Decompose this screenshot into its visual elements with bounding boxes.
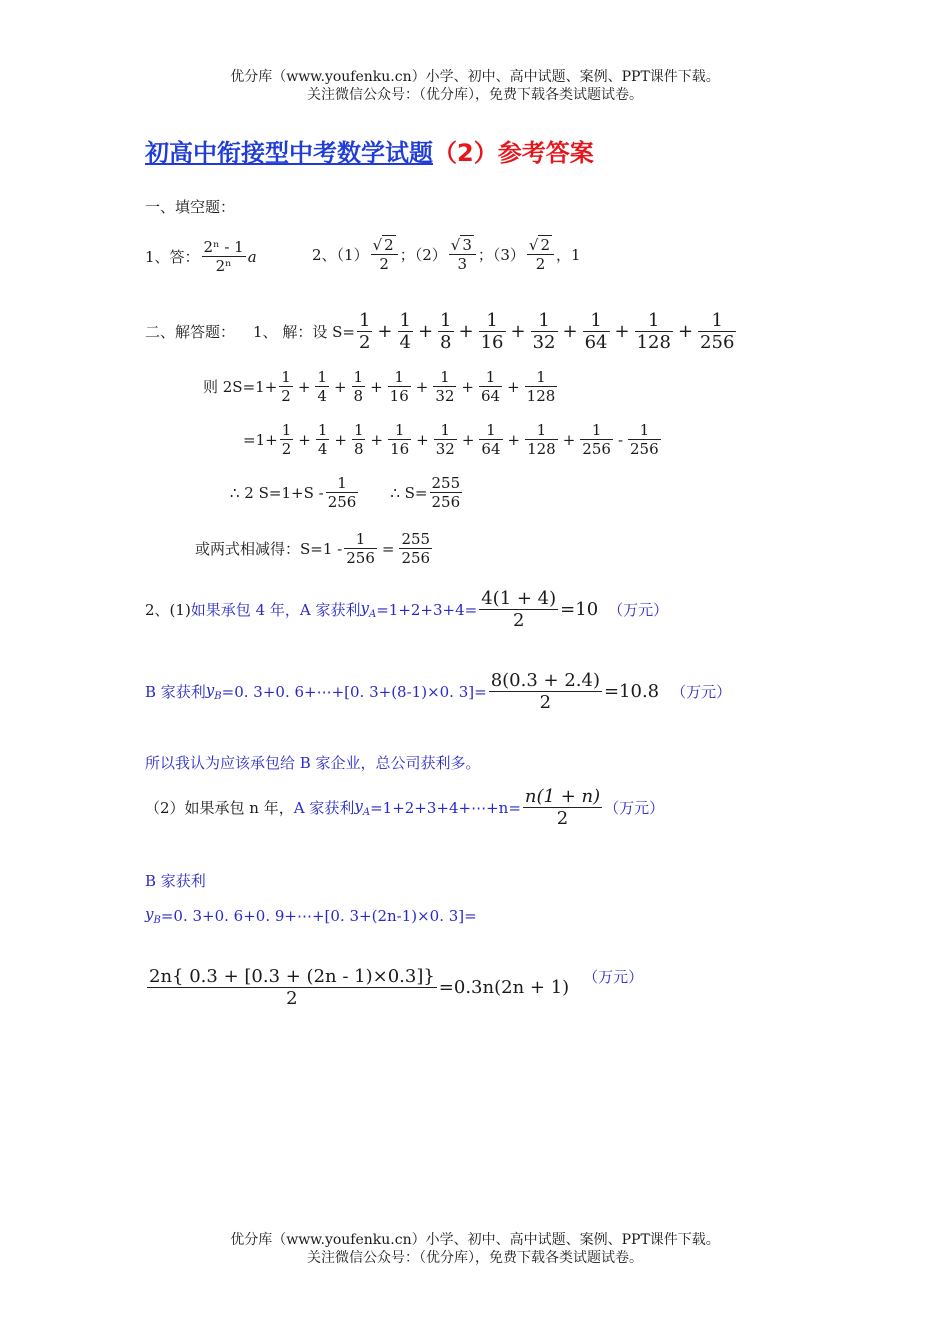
expanded-term-fraction <box>580 421 613 458</box>
twoS-term-fraction <box>525 368 558 405</box>
q2-sep-3: ；（3） <box>477 246 525 264</box>
line-expanded <box>243 421 663 458</box>
q2-fraction-1: $\frac{√ 2}{2}$ <box>371 236 398 273</box>
b2-frac: $\frac{2n\{ 0.3 + [0.3 + (2n - 1)\times 0.3]\}}{2}$ <box>149 966 435 1009</box>
S-term-fraction <box>531 310 558 353</box>
q2-fraction-2: $\frac{√ 3}{3}$ <box>449 236 476 273</box>
denominator: 128 <box>636 332 671 353</box>
S-term-fraction <box>438 310 453 353</box>
twoS-term-fraction <box>279 368 293 405</box>
unit-B: （万元） <box>671 683 732 701</box>
p2-sum-A: =1+2+3+4= <box>376 600 478 619</box>
plus-sign: + <box>562 321 578 342</box>
denominator: 8 <box>353 387 364 405</box>
yB-symbol: $y_B$ <box>205 681 222 702</box>
numerator: 1 <box>394 421 405 439</box>
plus-sign: + <box>507 377 520 396</box>
q2-den-3: 2 <box>527 254 554 273</box>
sum-2S-terms <box>277 368 559 405</box>
numerator: 1 <box>440 368 450 386</box>
numerator: 1 <box>486 421 496 439</box>
title-suffix: （2）参考答案 <box>433 139 594 167</box>
denominator: 4 <box>317 387 327 405</box>
expanded-term-fraction <box>280 421 294 458</box>
S-term-fraction <box>398 310 413 353</box>
twoS-term-fraction <box>433 368 456 405</box>
expanded-term-fraction <box>434 421 457 458</box>
denominator: 32 <box>435 440 455 458</box>
denominator: 128 <box>526 387 556 405</box>
plus-sign: + <box>677 321 694 342</box>
therefore-fraction-1: $\frac{1}{256}$ <box>327 474 357 511</box>
numerator: 1 <box>394 368 404 386</box>
twoS-term-fraction <box>388 368 411 405</box>
denominator: 16 <box>480 332 504 353</box>
page-header <box>0 68 950 104</box>
numerator: 1 <box>590 310 602 331</box>
numerator: 1 <box>711 310 723 331</box>
S-term-fraction <box>698 310 736 353</box>
numerator: 1 <box>317 368 327 386</box>
expanded-term-fraction <box>479 421 502 458</box>
numerator: 1 <box>440 421 451 439</box>
numerator: 1 <box>399 310 411 331</box>
p2-part2-sum: =1+2+3+4+⋯+n= <box>370 798 521 817</box>
numerator: 1 <box>485 368 496 386</box>
S-term-fraction <box>583 310 610 353</box>
p2-frac-A: $\frac{4(1 + 4)}{2}$ <box>481 588 557 631</box>
p2-part1-B <box>145 670 731 713</box>
minus-fraction: $\frac{1}{256}$ <box>630 421 659 458</box>
twoS-term-fraction <box>352 368 366 405</box>
header-line-1: 优分库（www.youfenku.cn）小学、初中、高中试题、案例、PPT课件下载。 <box>230 69 720 85</box>
therefore-line <box>230 474 464 511</box>
line-2S <box>203 368 559 405</box>
section2-line-S <box>145 310 738 353</box>
yA-symbol-2: $y_A$ <box>354 797 371 818</box>
p2-result-A: =10 <box>560 599 599 620</box>
b2-heading: B 家获利 <box>145 872 206 890</box>
q2-den-1: 2 <box>371 254 398 273</box>
denominator: 8 <box>353 440 364 458</box>
section1-heading: 一、填空题： <box>145 198 236 216</box>
page-footer <box>0 1231 950 1267</box>
header-line-2: 关注微信公众号：（优分库），免费下载各类试题试卷。 <box>307 87 643 103</box>
line-2S-label: 则 2S=1+ <box>203 378 278 396</box>
q1-variable: a <box>247 247 257 266</box>
plus-sign: + <box>416 430 429 449</box>
page-title <box>145 133 594 168</box>
subtract-fraction-1: $\frac{1}{256}$ <box>346 530 375 567</box>
denominator: 16 <box>390 440 410 458</box>
numerator: 1 <box>317 421 328 439</box>
plus-sign: + <box>510 321 526 342</box>
q1-label: 1、答： <box>145 248 200 266</box>
denominator: 64 <box>481 387 501 405</box>
yA-symbol: $y_A$ <box>360 599 377 620</box>
b2-sum-line <box>145 905 477 926</box>
unit-B2: （万元） <box>583 968 644 986</box>
p2-sum-B: =0. 3+0. 6+⋯+[0. 3+(8-1)×0. 3]= <box>221 682 487 701</box>
denominator: 64 <box>481 440 501 458</box>
q2-radicand-2: 3 <box>462 236 472 254</box>
b2-result: =0.3n(2n + 1) <box>438 977 570 998</box>
denominator: 256 <box>582 440 611 458</box>
unit-A2: （万元） <box>604 799 665 817</box>
footer-line-1: 优分库（www.youfenku.cn）小学、初中、高中试题、案例、PPT课件下载。 <box>230 1232 720 1248</box>
b2-result-line <box>145 966 643 1009</box>
q2-sep-2: ；（2） <box>399 246 447 264</box>
section1-q2 <box>312 236 581 273</box>
plus-sign: + <box>507 430 521 449</box>
title-main: 初高中衔接型中考数学试题 <box>145 139 433 167</box>
therefore-1: ∴ 2 S=1+S - <box>230 483 324 502</box>
p2-frac-B: $\frac{8(0.3 + 2.4)}{2}$ <box>490 670 600 713</box>
plus-sign: + <box>614 321 630 342</box>
q2-tail: ，1 <box>556 246 581 264</box>
p2-text-B: B 家获利 <box>145 683 206 701</box>
S-term-fraction <box>635 310 673 353</box>
denominator: 128 <box>527 440 556 458</box>
denominator: 32 <box>435 387 455 405</box>
numerator: 1 <box>353 421 364 439</box>
S-term-fraction <box>357 310 372 353</box>
twoS-term-fraction <box>315 368 329 405</box>
unit-A: （万元） <box>608 601 669 619</box>
plus-sign: + <box>370 377 383 396</box>
denominator: 4 <box>317 440 328 458</box>
plus-sign: + <box>417 321 434 342</box>
numerator: 1 <box>536 421 547 439</box>
plus-sign: + <box>333 377 347 396</box>
plus-sign: + <box>334 430 347 449</box>
denominator: 256 <box>700 332 735 353</box>
denominator: 32 <box>532 332 556 353</box>
q1-denominator: 2ⁿ <box>202 256 246 275</box>
p1-label: 1、 解：设 S= <box>253 323 355 341</box>
plus-sign: + <box>297 377 311 396</box>
denominator: 2 <box>281 387 291 405</box>
expanded-term-fraction <box>352 421 366 458</box>
plus-sign: + <box>461 430 475 449</box>
plus-sign: + <box>298 430 311 449</box>
numerator: 1 <box>440 310 452 331</box>
q2-den-2: 3 <box>449 254 476 273</box>
denominator: 2 <box>281 440 292 458</box>
S-term-fraction <box>479 310 506 353</box>
expanded-term-fraction <box>316 421 330 458</box>
section2-heading: 二、解答题： <box>145 323 236 341</box>
section1-q1 <box>145 238 257 275</box>
q2-fraction-3: $\frac{√ 2}{2}$ <box>527 236 554 273</box>
yB-symbol-2: $y_B$ <box>145 905 161 926</box>
p2-label: 2、(1) <box>145 601 191 619</box>
denominator: 16 <box>389 387 409 405</box>
twoS-term-fraction <box>479 368 502 405</box>
b2-sum: =0. 3+0. 6+0. 9+⋯+[0. 3+(2n-1)×0. 3]= <box>160 906 477 925</box>
denominator: 4 <box>399 332 411 353</box>
footer-line-2: 关注微信公众号：（优分库），免费下载各类试题试卷。 <box>307 1250 643 1266</box>
minus-sign: - <box>617 430 624 449</box>
numerator: 1 <box>281 368 291 386</box>
q2-radicand-3: 2 <box>540 236 551 254</box>
numerator: 1 <box>648 310 660 331</box>
denominator: 8 <box>440 332 452 353</box>
therefore-fraction-2: $\frac{255}{256}$ <box>431 474 461 511</box>
denominator: 2 <box>358 332 371 353</box>
p2-result-B: =10.8 <box>603 681 660 702</box>
q1-numerator: 2ⁿ - 1 <box>203 238 244 256</box>
numerator: 1 <box>538 310 550 331</box>
plus-sign: + <box>458 321 474 342</box>
therefore-2: ∴ S= <box>390 483 428 502</box>
plus-sign: + <box>370 430 384 449</box>
p2-part2-A <box>145 786 664 829</box>
q1-fraction <box>202 238 246 275</box>
subtract-fraction-2: $\frac{255}{256}$ <box>401 530 431 567</box>
line-eq-label: =1+ <box>243 430 278 449</box>
q2-radicand-1: 2 <box>384 236 394 254</box>
p2-part2-text: A 家获利 <box>293 799 355 817</box>
denominator: 64 <box>584 332 608 353</box>
expanded-term-fraction <box>388 421 411 458</box>
numerator: 1 <box>358 310 371 331</box>
expanded-terms <box>278 421 615 458</box>
p2-part1-A <box>145 588 668 631</box>
plus-sign: + <box>562 430 576 449</box>
p2-part2-frac: $\frac{n(1 + n)}{2}$ <box>524 786 601 829</box>
numerator: 1 <box>591 421 602 439</box>
p2-conclusion: 所以我认为应该承包给 B 家企业，总公司获利多。 <box>145 754 481 772</box>
q2-label: 2、（1） <box>312 246 369 264</box>
expanded-term-fraction <box>525 421 558 458</box>
numerator: 1 <box>281 421 292 439</box>
subtract-text: 或两式相减得：S=1 - <box>195 540 343 558</box>
numerator: 1 <box>536 368 546 386</box>
plus-sign: + <box>415 377 429 396</box>
sum-S-terms <box>355 310 738 353</box>
p2-text-A: 如果承包 4 年，A 家获利 <box>190 601 361 619</box>
subtract-line: 或两式相减得：S=1 - $\frac{1}{256}$ = $\frac{255}{256}$ <box>195 530 431 567</box>
numerator: 1 <box>486 310 498 331</box>
plus-sign: + <box>377 321 393 342</box>
plus-sign: + <box>461 377 474 396</box>
numerator: 1 <box>353 368 364 386</box>
p2-part2-label: （2）如果承包 n 年， <box>145 799 294 817</box>
